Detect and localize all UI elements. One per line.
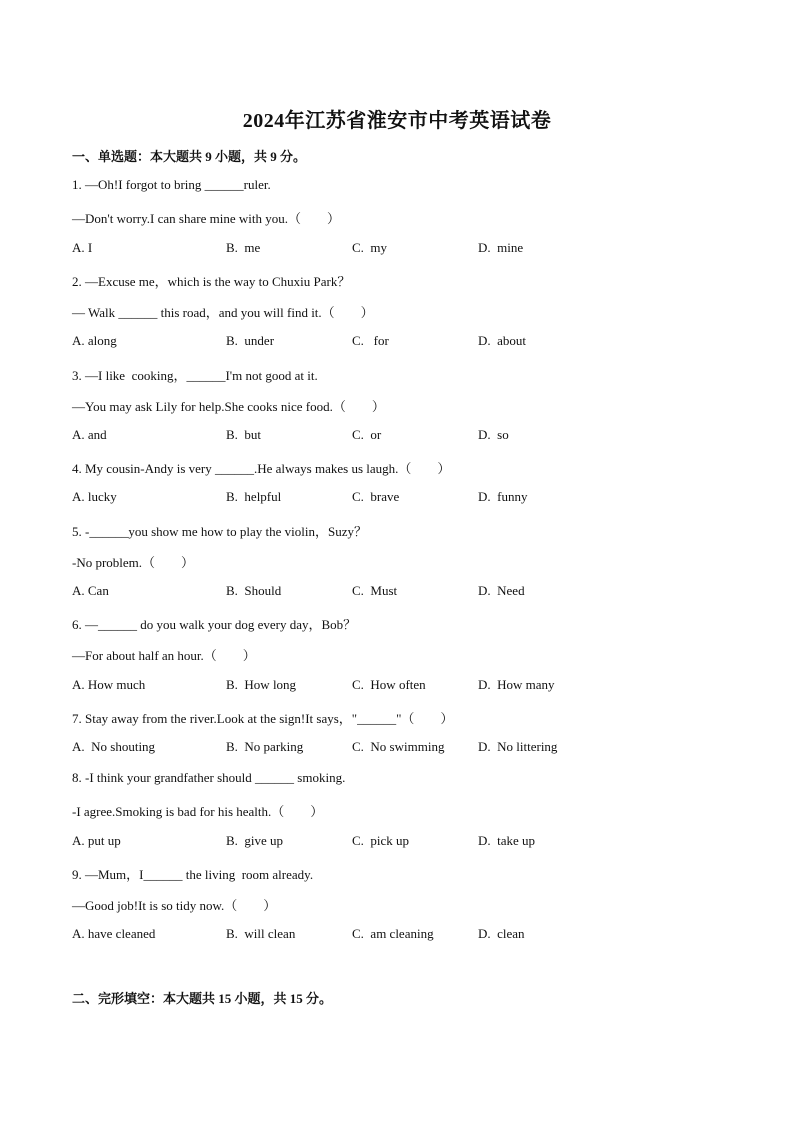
question-8-line-1: 8. -I think your grandfather should ______ smoking. — [72, 770, 346, 785]
question-2-option-c: C. for — [352, 333, 389, 348]
question-2-line-2: — Walk ______ this road，and you will find it.（ ） — [72, 305, 374, 320]
question-6-line-1: 6. —______ do you walk your dog every day，Bob？ — [72, 617, 357, 632]
question-8-option-b: B. give up — [226, 833, 284, 848]
question-9-line-2: —Good job!It is so tidy now.（ ） — [72, 898, 277, 913]
question-2-option-a: A. along — [72, 333, 117, 348]
question-5-option-a: A. Can — [72, 583, 109, 598]
question-3-option-b: B. but — [226, 427, 262, 442]
question-5-option-b: B. Should — [226, 583, 282, 598]
question-4-option-b: B. helpful — [226, 489, 282, 504]
question-5-option-d: D. Need — [478, 583, 525, 598]
question-7-option-a: A. No shouting — [72, 739, 156, 754]
question-2-option-b: B. under — [226, 333, 275, 348]
question-4-option-d: D. funny — [478, 489, 528, 504]
question-5-option-c: C. Must — [352, 583, 398, 598]
question-4-option-a: A. lucky — [72, 489, 117, 504]
question-3-line-2: —You may ask Lily for help.She cooks nice food.（ ） — [72, 399, 385, 414]
question-8-option-a: A. put up — [72, 833, 121, 848]
question-7-option-b: B. No parking — [226, 739, 304, 754]
question-1-option-b: B. me — [226, 240, 261, 255]
question-5-line-1: 5. -______you show me how to play the violin，Suzy？ — [72, 524, 368, 539]
question-1-option-c: C. my — [352, 240, 388, 255]
question-9-option-a: A. have cleaned — [72, 926, 156, 941]
question-3-line-1: 3. —I like cooking，______I'm not good at it. — [72, 368, 318, 383]
question-2-option-d: D. about — [478, 333, 527, 348]
question-4-option-c: C. brave — [352, 489, 400, 504]
question-9-option-c: C. am cleaning — [352, 926, 434, 941]
question-6-option-c: C. How often — [352, 677, 426, 692]
question-5-line-2: -No problem.（ ） — [72, 555, 195, 570]
question-1-option-d: D. mine — [478, 240, 524, 255]
question-6-option-a: A. How much — [72, 677, 146, 692]
section-heading-cloze: 二、完形填空：本大题共 15 小题，共 15 分。 — [72, 991, 333, 1006]
question-8-line-2: -I agree.Smoking is bad for his health.（ ） — [72, 804, 324, 819]
page-title: 2024年江苏省淮安市中考英语试卷 — [242, 110, 552, 132]
question-6-line-2: —For about half an hour.（ ） — [72, 648, 256, 663]
question-3-option-a: A. and — [72, 427, 107, 442]
question-3-option-c: C. or — [352, 427, 382, 442]
question-6-option-b: B. How long — [226, 677, 297, 692]
question-7-option-d: D. No littering — [478, 739, 558, 754]
question-9-option-b: B. will clean — [226, 926, 296, 941]
question-6-option-d: D. How many — [478, 677, 555, 692]
question-3-option-d: D. so — [478, 427, 509, 442]
question-4-line-1: 4. My cousin-Andy is very ______.He always makes us laugh.（ ） — [72, 461, 451, 476]
question-1-option-a: A. I — [72, 240, 93, 255]
question-1-line-1: 1. —Oh!I forgot to bring ______ruler. — [72, 177, 271, 192]
question-1-line-2: —Don't worry.I can share mine with you.（ ） — [72, 211, 340, 226]
question-2-line-1: 2. —Excuse me，which is the way to Chuxiu Park？ — [72, 274, 351, 289]
section-heading-single-choice: 一、单选题：本大题共 9 小题，共 9 分。 — [72, 149, 307, 164]
question-7-option-c: C. No swimming — [352, 739, 445, 754]
question-9-option-d: D. clean — [478, 926, 525, 941]
question-8-option-d: D. take up — [478, 833, 536, 848]
question-8-option-c: C. pick up — [352, 833, 410, 848]
question-7-line-1: 7. Stay away from the river.Look at the sign!It says，"______"（ ） — [72, 711, 454, 726]
question-9-line-1: 9. —Mum，I______ the living room already. — [72, 867, 314, 882]
